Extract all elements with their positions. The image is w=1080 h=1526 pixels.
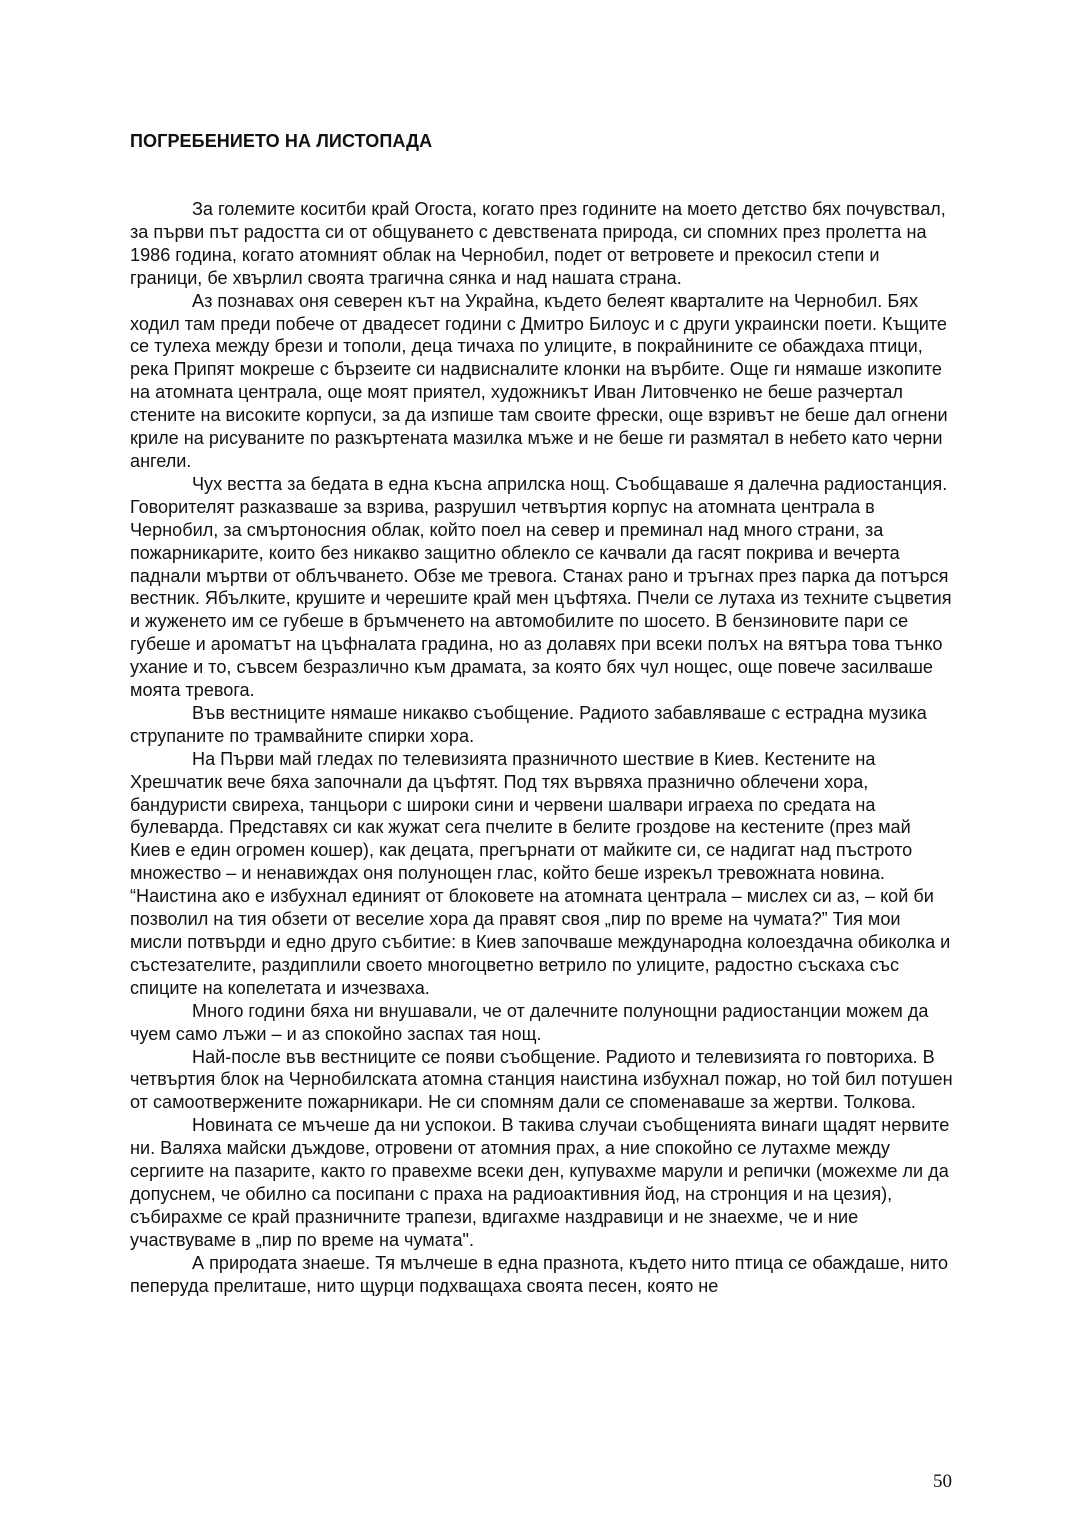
body-text — [130, 198, 954, 1298]
paragraph: Най-после във вестниците се появи съобщение. Радиото и телевизията го повториха. В четвъртия блок на Чернобилската атомна станция наистина избухнал пожар, но той бил потушен от самоотвержените пожарникари. Не си спомням дали се споменаваше за жертви. Толкова. — [130, 1046, 953, 1113]
paragraph: Във вестниците нямаше никакво съобщение. Радиото забавляваше с естрадна музика струпаните по трамвайните спирки хора. — [130, 702, 927, 746]
paragraph: А природата знаеше. Тя мълчеше в една празнота, където нито птица се обаждаше, нито пеперуда прелиташе, нито щурци подхващаха своята песен, която не — [130, 1252, 949, 1296]
paragraph: На Първи май гледах по телевизията празничното шествие в Киев. Кестените на Хрешчатик вече бяха започнали да цъфтят. Под тях вървяха празнично облечени хора, бандуристи свиреха, танцьори с широки сини и червени шалвари играеха по средата на булеварда. Представях си как жужат сега пчелите в белите гроздове на кестените (през май Киев е един огромен кошер), как децата, прегърнати от майките си, се надигат над пъстрото множество – и ненавиждах оня полунощен глас, който беше изрекъл тревожната новина. “Наистина ако е избухнал единият от блоковете на атомната централа – мислех си аз, – кой би позволил на тия обзети от веселие хора да правят своя „пир по време на чумата?” Тия мои мисли потвърди и едно друго събитие: в Киев започваше международна колоездачна обиколка и състезателите, раздиплили своето многоцветно ветрило по улиците, радостно съскаха със спиците на копелетата и изчезваха. — [130, 748, 951, 998]
paragraph: Много години бяха ни внушавали, че от далечните полунощни радиостанции можем да чуем само лъжи – и аз спокойно заспах тая нощ. — [130, 1000, 929, 1044]
paragraph: Новината се мъчеше да ни успокои. В такива случаи съобщенията винаги щадят нервите ни. Валяха майски дъждове, отровени от атомния прах, а ние спокойно се лутахме между сергиите на пазарите, както го правехме всеки ден, купувахме марули и репички (можехме ли да допуснем, че обилно са посипани с праха на радиоактивния йод, на стронция и на цезия), събирахме се край празничните трапези, вдигахме наздравици и не знаехме, че и ние участвуваме в „пир по време на чумата". — [130, 1115, 950, 1250]
page-number: 50 — [933, 1471, 952, 1492]
paragraph: За големите коситби край Огоста, когато през годините на моето детство бях почувствал, за първи път радостта си от общуването с девствената природа, си спомних през пролетта на 1986 година, когато атомният облак на Чернобил, подет от ветровете и прекосил степи и граници, бе хвърлил своята трагична сянка и над нашата страна. — [130, 199, 946, 288]
chapter-title: ПОГРЕБЕНИЕТО НА ЛИСТОПАДА — [130, 131, 433, 151]
paragraph: Аз познавах оня северен кът на Украйна, където белеят кварталите на Чернобил. Бях ходил там преди побече от двадесет години с Дмитро Билоус и с други украински поети. Къщите се тулеха между брези и тополи, деца тичаха по улиците, в покрайнините се обаждаха птици, река Припят мокреше с бързеите си надвисналите клонки на върбите. Още ги нямаше изкопите на атомната централа, още моят приятел, художникът Иван Литовченко не беше разчертал стените на високите корпуси, за да изпише там своите фрески, още взривът не беше дал огнени криле на рисуваните по разкъртената мазилка мъже и не беше ги размятал в небето като черни ангели. — [130, 290, 948, 471]
paragraph: Чух вестта за бедата в една късна априлска нощ. Съобщаваше я далечна радиостанция. Говорителят разказваше за взрива, разрушил четвъртия корпус на атомната централа в Чернобил, за смъртоносния облак, който поел на север и преминал над много страни, за пожарникарите, които без никакво защитно облекло се качвали да гасят покрива и вечерта паднали мъртви от облъчването. Обзе ме тревога. Станах рано и тръгнах през парка да потърся вестник. Ябълките, крушите и черешите край мен цъфтяха. Пчели се лутаха из техните съцветия и жуженето им се губеше в бръмченето на автомобилите по шосето. В бензиновите пари се губеше и ароматът на цъфналата градина, но аз долавях при всеки полъх на вятъра това тънко ухание и то, съвсем безразлично към драмата, за която бях чул нощес, още повече засилваше моята тревога. — [130, 473, 952, 701]
